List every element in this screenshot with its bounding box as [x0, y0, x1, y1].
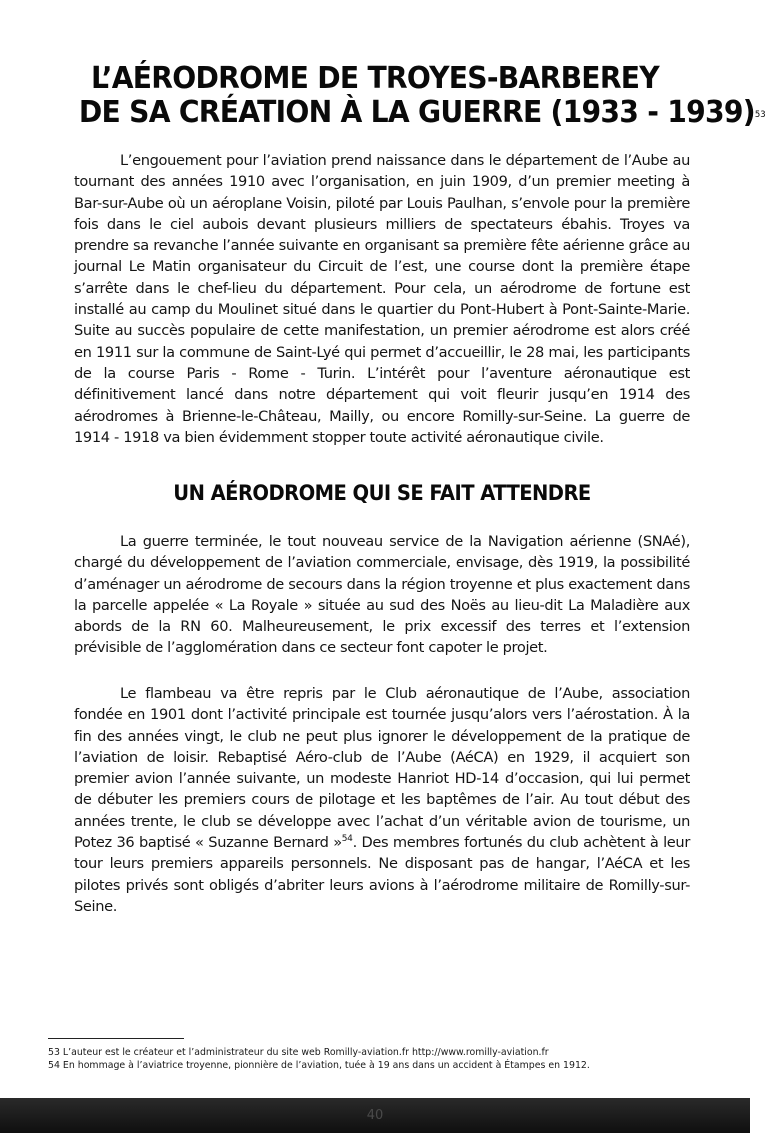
paragraph-3-text [74, 683, 690, 917]
title-line-1: L’AÉRODROME DE TROYES-BARBEREY [91, 61, 659, 96]
paragraph-3-part-1: Le flambeau va être repris par le Club aéronautique de l’Aube, association fondée en 1901 dont l’activité principale est tournée jusqu’alors vers l’aérostation. À la fin des années vingt, le club ne peut plus ignorer le développement de la pratique de l’aviation de loisir. Rebaptisé Aéro-club de l’Aube (AéCA) en 1929, il acquiert son premier avion l’année suivante, un modeste Hanriot HD-14 d’occasion, qui lui permet de débuter les premiers cours de pilotage et les baptêmes de l’air. Au tout début des années trente, le club se développe avec l’achat d’un véritable avion de tourisme, un Potez 36 baptisé « Suzanne Bernard » [74, 685, 690, 852]
paragraph-3 [74, 683, 690, 917]
section-title: UN AÉRODROME QUI SE FAIT ATTENDRE [173, 481, 591, 505]
paragraph-3-part-2: . Des membres fortunés du club achètent à leur tour leurs premiers appareils personnels. Ne disposant pas de hangar, l’AéCA et les pilotes privés sont obligés d’abriter leurs avions à l’aérodrome militaire de Romilly-sur-Seine. [74, 834, 690, 915]
title-line-2-text: DE SA CRÉATION À LA GUERRE (1933 - 1939) [78, 95, 755, 130]
footnotes [48, 1046, 728, 1072]
paragraph-1-text: L’engouement pour l’aviation prend naissance dans le département de l’Aube au tournant des années 1910 avec l’organisation, en juin 1909, d’un premier meeting à Bar-sur-Aube où un aéroplane Voisin, piloté par Louis Paulhan, s’envole pour la première fois dans le ciel aubois devant plusieurs milliers de spectateurs ébahis. Troyes va prendre sa revanche l’année suivante en organisant sa première fête aérienne grâce au journal Le Matin organisateur du Circuit de l’est, une course dont la première étape s’arrête dans le chef-lieu du département. Pour cela, un aérodrome de fortune est installé au camp du Moulinet situé dans le quartier du Pont-Hubert à Pont-Sainte-Marie. Suite au succès populaire de cette manifestation, un premier aérodrome est alors créé en 1911 sur la commune de Saint-Lyé qui permet d’accueillir, le 28 mai, les participants de la course Paris - Rome - Turin. L’intérêt pour l’aventure aéronautique est définitivement lancé dans notre département qui voit fleurir jusqu’en 1914 des aérodromes à Brienne-le-Château, Mailly, ou encore Romilly-sur-Seine. La guerre de 1914 - 1918 va bien évidemment stopper toute activité aéronautique civile. [74, 152, 690, 446]
paragraph-1 [74, 150, 690, 448]
title-line-2 [78, 95, 766, 130]
footnote-53: 53 L’auteur est le créateur et l’administrateur du site web Romilly-aviation.fr http://www.romilly-aviation.fr [48, 1047, 549, 1058]
page-number: 40 [366, 1108, 384, 1123]
paragraph-2 [74, 531, 690, 659]
footnote-54: 54 En hommage à l’aviatrice troyenne, pionnière de l’aviation, tuée à 19 ans dans un accident à Étampes en 1912. [48, 1060, 590, 1071]
paragraph-3-footnote-ref: 54 [341, 834, 353, 845]
page-title [78, 61, 766, 130]
paragraph-2-text: La guerre terminée, le tout nouveau service de la Navigation aérienne (SNAé), chargé du développement de l’aviation commerciale, envisage, dès 1919, la possibilité d’aménager un aérodrome de secours dans la région troyenne et plus exactement dans la parcelle appelée « La Royale » située au sud des Noës au lieu-dit La Maladière aux abords de la RN 60. Malheureusement, le prix excessif des terres et l’extension prévisible de l’agglomération dans ce secteur font capoter le projet. [74, 533, 690, 657]
footnote-divider [48, 1038, 184, 1039]
title-footnote-ref: 53 [754, 110, 766, 120]
